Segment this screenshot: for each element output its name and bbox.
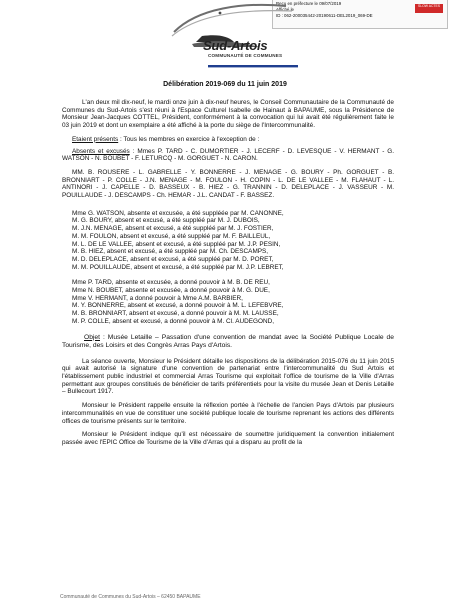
pouvoirs-list [62,279,394,325]
list-item: M. J.N. MENAGE, absent et excusé, a été suppléé par M. J. FOSTIER, [72,225,274,233]
page-footer: Communauté de Communes du Sud-Artois – 62450 BAPAUME [60,594,201,600]
presents-label: Etaient présents [72,135,119,143]
body-paragraph-2: Monsieur le Président rappelle ensuite la réflexion portée à l'échelle de l'ancien Pays d'Artois par plusieurs intercommunalités en vue de constituer une société publique locale de tourisme reprenant les actions des différents offices de tourisme présents sur le territoire. [62,402,394,425]
list-item: M. P. COLLE, absent et excusé, a donné pouvoir à M. Cl. AUDEGOND, [72,317,274,325]
stamp-badge: SLOW ACTES [415,4,443,13]
list-item: Mme V. HERMANT, a donné pouvoir à Mme A.M. BARBIER, [72,294,243,302]
list-item: Mme G. WATSON, absente et excusée, a été suppléée par M. CANONNE, [72,209,284,217]
objet-paragraph [62,334,394,350]
logo-subtitle: COMMUNAUTÉ DE COMMUNES [208,53,283,58]
intro-paragraph: L'an deux mil dix-neuf, le mardi onze juin à dix-neuf heures, le Conseil Communautaire de la Communauté de Communes du Sud-Artois s'est réuni à l'Espace Culturel Isabelle de Hainaut à BAPAUME, sous la Présidence de Monsieur Jean-Jacques COTTEL, Président, conformément à la convocation qui lui avait été régulièrement faite le 03 juin 2019 et dont un exemplaire a été affiché à la porte du siège de l'Intercommunalité. [62,99,394,130]
logo-name: Sud-Artois [203,38,268,53]
deliberation-title: Délibération 2019-069 du 11 juin 2019 [163,81,287,88]
absent-men-paragraph: MM. B. ROUSERE - L. GABRELLE - Y. BONNERRE - J. MENAGE - G. BOURY - Ph. GORGUET - B. BRONNIART - P. COLLE - J.N. MENAGE - M. FOULON - H. COPIN - L. DE LE VALLEE - M. FLAHAUT - L. ANTINORI - J. CAPELLE - D. BASSEUX - B. HIEZ - G. TRANNIN - D. DELEPLACE - J. VASSEUR - M. POUILLAUDE - J. DESCAMPS - Ch. HEMAR - J.L. CANDAT - F. BASSEZ. [62,168,394,200]
objet-text: : Musée Letaille – Passation d'une convention de mandat avec la Société Publique Locale de Tourisme, des Loisirs et des Congrès Arras Pays d'Artois. [62,333,394,349]
stamp-posted-line: Affiché le [276,7,294,12]
list-item: M. Y. BONNERRE, absent et excusé, a donné pouvoir à M. L. LEFEBVRE, [72,302,284,310]
stamp-received-line: Reçu en préfecture le 09/07/2019 [276,1,342,6]
presents-line [62,136,394,144]
list-item: M. D. DELEPLACE, absent et excusé, a été suppléé par M. D. PORET, [72,255,274,263]
stamp-id-line: ID : 062-200035442-20190611-DEL2019_069-DE [276,13,373,18]
body-paragraph-3: Monsieur le Président indique qu'il est nécessaire de soumettre juridiquement la convention initialement passée avec l'EPIC Office de Tourisme de la Ville d'Arras qui a disparu au profit de la [62,431,394,446]
presents-text: : Tous les membres en exercice à l'exception de : [118,135,260,143]
sud-artois-logo [168,0,300,72]
list-item: Mme P. TARD, absente et excusée, a donné pouvoir à M. B. DE REU, [72,279,270,287]
absents-label: Absents et excusés [72,147,130,155]
absents-paragraph [62,148,394,163]
list-item: M. B. HIEZ, absent et excusé, a été suppléé par M. Ch. DESCAMPS, [72,248,269,256]
absents-text: : Mmes P. TARD - C. DUMORTIER - J. LECERF - D. LEVESQUE - V. HERMANT - G. WATSON - N. BOUBET - F. LETURCQ - M. GORGUET - N. CARON. [62,147,395,163]
list-item: Mme N. BOUBET, absente et excusée, a donné pouvoir à M. G. DUE, [72,287,270,295]
list-item: M. B. BRONNIART, absent et excusé, a donné pouvoir à M. M. LAUSSE, [72,310,279,318]
list-item: M. G. BOURY, absent et excusé, a été suppléé par M. J. DUBOIS, [72,217,260,225]
list-item: M. L. DE LE VALLEE, absent et excusé, a été suppléé par M. J.P. PESIN, [72,240,281,248]
list-item: M. M. POUILLAUDE, absent et excusé, a été suppléé par M. J.P. LEBRET, [72,263,284,271]
document-body [62,99,394,447]
body-paragraph-1: La séance ouverte, Monsieur le Président détaille les dispositions de la délibération 2015-076 du 11 juin 2015 qui avait autorisé la signature d'une convention de partenariat entre l'intercommunalité du Sud Artois et l'établissement public industriel et commercial Arras Tourisme qui exploitait l'office de tourisme de la Ville d'Arras permettant aux groupes constitués de bénéficier de tarifs préférentiels pour la visite du musée Jean et Denis Letaille – Bullecourt 1917. [62,357,394,396]
objet-label: Objet [84,333,100,341]
suppleants-list [62,210,394,272]
list-item: M. M. FOULON, absent et excusé, a été suppléé par M. F. BAILLEUL, [72,232,271,240]
